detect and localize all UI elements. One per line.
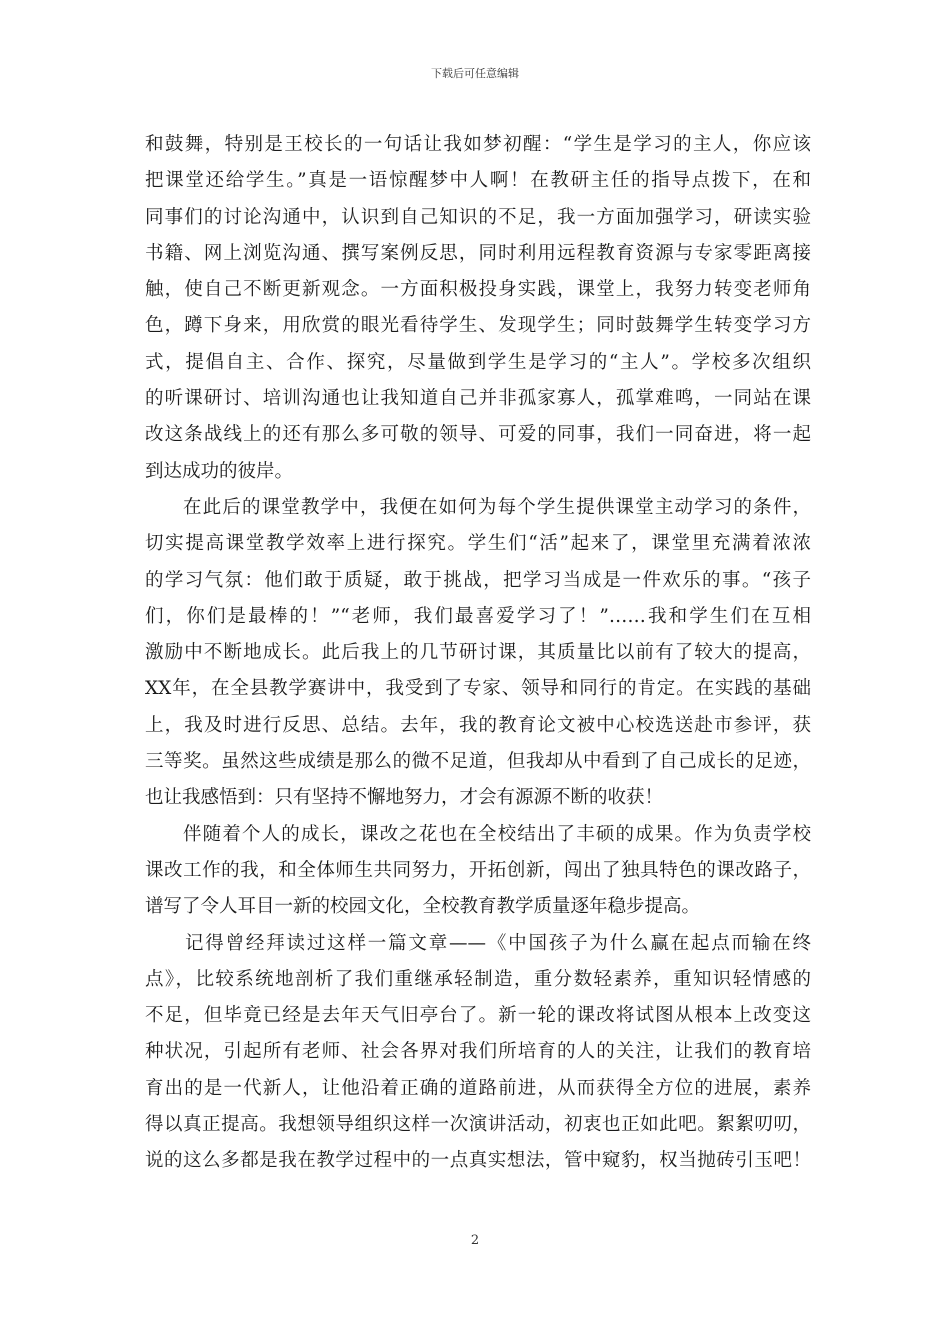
text-line: 上，我及时进行反思、总结。去年，我的教育论文被中心校选送赴市参评，获: [145, 714, 811, 736]
text-line: 的学习气氛：他们敢于质疑，敢于挑战，把学习当成是一件欢乐的事。“孩子: [145, 569, 811, 591]
text-line: 改这条战线上的还有那么多可敬的领导、可爱的同事，我们一同奋进，将一起: [145, 424, 811, 446]
text-line: 式，提倡自主、合作、探究，尽量做到学生是学习的“主人”。学校多次组织: [145, 351, 811, 373]
text-line: 也让我感悟到：只有坚持不懈地努力，才会有源源不断的收获！: [145, 787, 664, 809]
text-line: 三等奖。虽然这些成绩是那么的微不足道，但我却从中看到了自己成长的足迹，: [145, 751, 811, 773]
text-line: 同事们的讨论沟通中，认识到自己知识的不足，我一方面加强学习，研读实验: [145, 206, 811, 228]
text-line: 色，蹲下身来，用欣赏的眼光看待学生、发现学生；同时鼓舞学生转变学习方: [145, 315, 811, 337]
text-line: 伴随着个人的成长，课改之花也在全校结出了丰硕的成果。作为负责学校: [183, 823, 811, 845]
paragraph: [145, 490, 811, 817]
paragraph: [145, 127, 811, 490]
page-number: 2: [470, 1233, 480, 1248]
text-line: 书籍、网上浏览沟通、撰写案例反思，同时利用远程教育资源与专家零距离接: [145, 242, 811, 264]
text-line: 不足，但毕竟已经是去年天气旧亭台了。新一轮的课改将试图从根本上改变这: [145, 1005, 811, 1027]
text-line: 到达成功的彼岸。: [145, 460, 294, 482]
text-line: 育出的是一代新人，让他沿着正确的道路前进，从而获得全方位的进展，素养: [145, 1077, 811, 1099]
text-line: 激励中不断地成长。此后我上的几节研讨课，其质量比以前有了较大的提高，: [145, 642, 811, 664]
text-line: 的听课研讨、培训沟通也让我知道自己并非孤家寡人，孤掌难鸣，一同站在课: [145, 388, 811, 410]
paragraph: [145, 926, 811, 1180]
text-line: 切实提高课堂教学效率上进行探究。学生们“活”起来了，课堂里充满着浓浓: [145, 533, 811, 555]
text-line: 和鼓舞，特别是王校长的一句话让我如梦初醒：“学生是学习的主人，你应该: [145, 134, 811, 155]
text-line: 触，使自己不断更新观念。一方面积极投身实践，课堂上，我努力转变老师角: [145, 279, 811, 301]
text-line: 记得曾经拜读过这样一篇文章——《中国孩子为什么赢在起点而输在终: [185, 932, 811, 954]
document-body: [145, 127, 811, 1180]
text-line: 种状况，引起所有老师、社会各界对我们所培育的人的关注，让我们的教育培: [145, 1041, 811, 1063]
text-line: 谱写了令人耳目一新的校园文化，全校教育教学质量逐年稳步提高。: [145, 896, 701, 918]
text-line: 点》，比较系统地剖析了我们重继承轻制造，重分数轻素养，重知识轻情感的: [145, 968, 811, 990]
text-line: 在此后的课堂教学中，我便在如何为每个学生提供课堂主动学习的条件，: [183, 496, 811, 518]
text-line: 把课堂还给学生。”真是一语惊醒梦中人啊！在教研主任的指导点拨下，在和: [145, 170, 811, 192]
text-line: 课改工作的我，和全体师生共同努力，开拓创新，闯出了独具特色的课改路子，: [145, 859, 811, 881]
paragraph: [145, 817, 811, 926]
page-header: 下载后可任意编辑: [431, 67, 519, 80]
text-line: 们，你们是最棒的！”“老师，我们最喜爱学习了！”……我和学生们在互相: [145, 605, 811, 627]
text-line: XX年，在全县教学赛讲中，我受到了专家、领导和同行的肯定。在实践的基础: [145, 678, 811, 700]
text-line: 得以真正提高。我想领导组织这样一次演讲活动，初衷也正如此吧。絮絮叨叨，: [145, 1114, 811, 1136]
text-line: 说的这么多都是我在教学过程中的一点真实想法，管中窥豹，权当抛砖引玉吧！: [145, 1150, 811, 1172]
